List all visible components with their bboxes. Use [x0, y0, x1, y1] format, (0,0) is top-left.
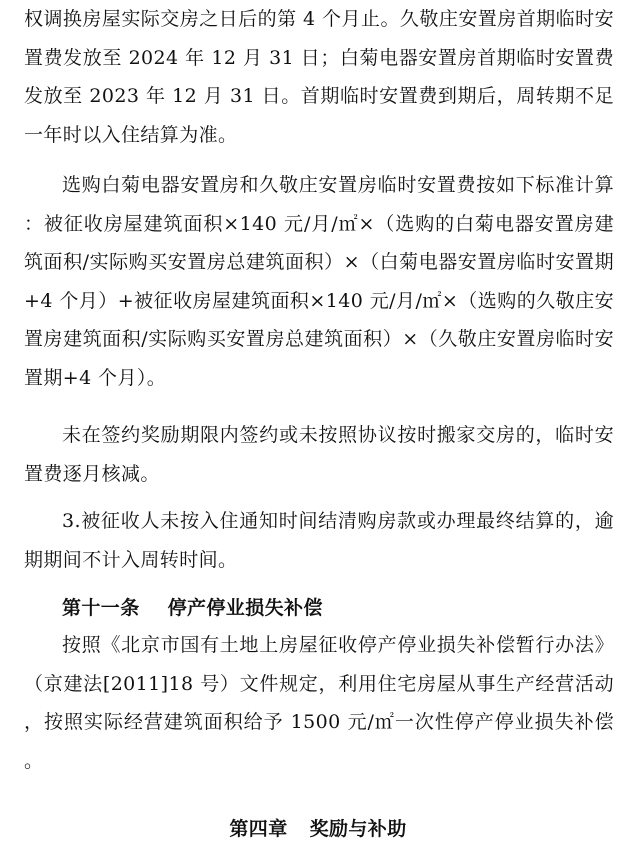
paragraph-temporary-resettlement-period: 权调换房屋实际交房之日后的第 4 个月止。久敬庄安置房首期临时安置费发放至 2024 年 12 月 31 日；白菊电器安置房首期临时安置费发放至 2023 年 12 月 31 日。首期临时安置费到期后，周转期不足一年时以入住结算为准。	[24, 8, 614, 146]
paragraph-temporary-resettlement-formula: 选购白菊电器安置房和久敬庄安置房临时安置费按如下标准计算：被征收房屋建筑面积×140 元/月/㎡×（选购的白菊电器安置房建筑面积/实际购买安置房总建筑面积）×（白菊电器安置房临时安置期+4 个月）+被征收房屋建筑面积×140 元/月/㎡×（选购的久敬庄安置房建筑面积/实际购买安置房总建筑面积）×（久敬庄安置房临时安置期+4 个月）。	[24, 174, 614, 389]
chapter-title: 奖励与补助	[309, 818, 407, 840]
paragraph-overdue-settlement: 3.被征收人未按入住通知时间结清购房款或办理最终结算的，逾期期间不计入周转时间。	[24, 510, 614, 571]
article-title: 停产停业损失补偿	[167, 597, 323, 619]
article-heading	[62, 589, 323, 627]
paragraph-fee-reduction: 未在签约奖励期限内签约或未按照协议按时搬家交房的，临时安置费逐月核减。	[24, 424, 614, 485]
article-number: 第十一条	[62, 597, 140, 619]
chapter-heading	[0, 811, 630, 847]
chapter-number: 第四章	[229, 818, 288, 840]
paragraph-business-loss-compensation: 按照《北京市国有土地上房屋征收停产停业损失补偿暂行办法》（京建法[2011]18 号）文件规定，利用住宅房屋从事生产经营活动，按照实际经营建筑面积给予 1500 元/㎡一次性停产停业损失补偿。	[24, 634, 614, 772]
